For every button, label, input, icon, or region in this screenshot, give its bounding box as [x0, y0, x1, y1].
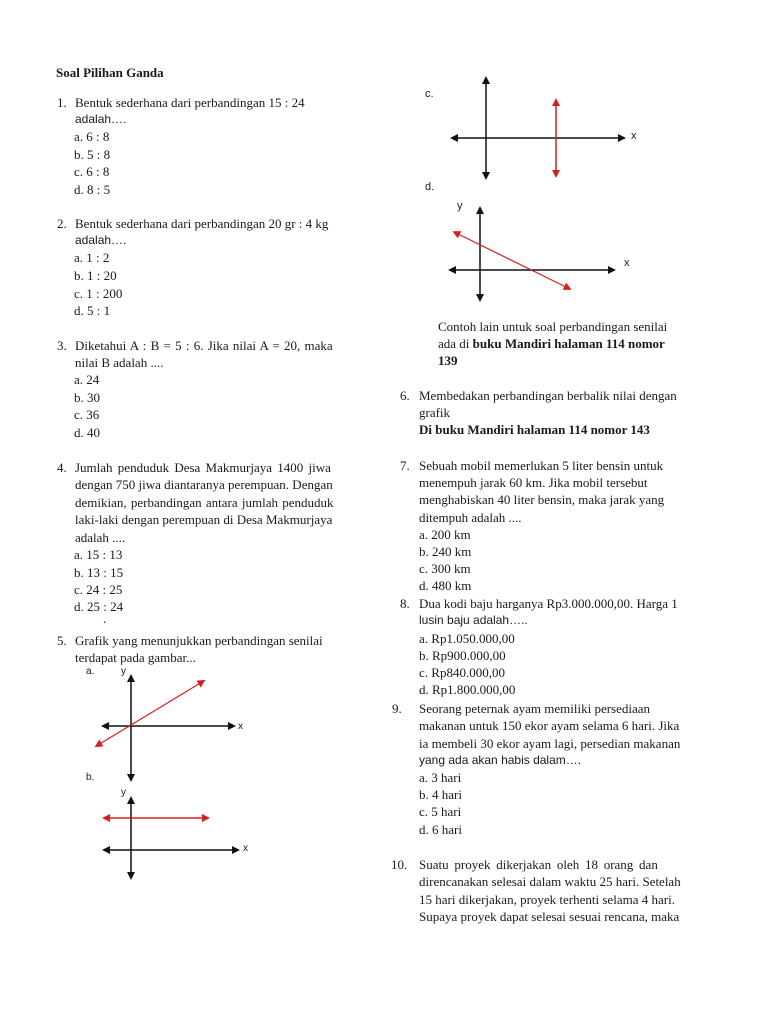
option-d[interactable]: d. 40 — [74, 425, 100, 440]
page-title: Soal Pilihan Ganda — [56, 65, 164, 80]
note-text-bold: 139 — [438, 353, 458, 368]
option-d[interactable]: d. 6 hari — [419, 822, 462, 837]
graph-d-x-label: x — [624, 257, 630, 269]
question-text: dengan 750 jiwa diantaranya perempuan. Dengan — [75, 477, 333, 492]
option-b[interactable]: b. Rp900.000,00 — [419, 648, 506, 663]
question-text: Dua kodi baju harganya Rp3.000.000,00. Harga 1 — [419, 596, 678, 611]
option-a[interactable]: a. 24 — [74, 372, 100, 387]
question-text: adalah…. — [75, 112, 127, 126]
question-text: adalah .... — [75, 530, 126, 545]
graph-a-y-label: y — [121, 666, 126, 677]
question-text: 15 hari dikerjakan, proyek terhenti selama 4 hari. — [419, 892, 675, 907]
stray-dot: . — [103, 611, 107, 626]
question-number: 3. — [57, 338, 67, 353]
question-text: ditempuh adalah .... — [419, 510, 522, 525]
question-number: 10. — [391, 857, 408, 872]
option-c[interactable]: c. 24 : 25 — [74, 582, 123, 597]
option-d[interactable]: d. Rp1.800.000,00 — [419, 682, 516, 697]
option-c[interactable]: c. 36 — [74, 407, 100, 422]
option-c[interactable]: c. Rp840.000,00 — [419, 665, 505, 680]
question-text: demikian, perbandingan antara jumlah penduduk — [75, 495, 334, 510]
option-d[interactable]: d. 480 km — [419, 578, 472, 593]
graph-b-y-label: y — [121, 787, 126, 798]
question-text: laki-laki dengan perempuan di Desa Makmurjaya — [75, 512, 333, 527]
option-c[interactable]: c. 5 hari — [419, 804, 462, 819]
option-a[interactable]: a. 1 : 2 — [74, 250, 110, 265]
question-text: Membedakan perbandingan berbalik nilai dengan — [419, 388, 677, 403]
question-note: Di buku Mandiri halaman 114 nomor 143 — [419, 422, 650, 437]
option-a[interactable]: a. 15 : 13 — [74, 547, 123, 562]
question-number: 4. — [57, 460, 67, 475]
option-b[interactable]: b. 5 : 8 — [74, 147, 111, 162]
question-text: Seorang peternak ayam memiliki persediaan — [419, 701, 651, 716]
question-text: lusin baju adalah….. — [419, 613, 528, 627]
note-text: Contoh lain untuk soal perbandingan senilai — [438, 319, 668, 334]
note-text — [438, 335, 665, 353]
option-a[interactable]: a. 3 hari — [419, 770, 462, 785]
question-text: Jumlah penduduk Desa Makmurjaya 1400 jiwa — [75, 460, 331, 475]
question-text: grafik — [419, 405, 451, 420]
question-number: 5. — [57, 633, 67, 648]
option-b[interactable]: b. 30 — [74, 390, 100, 405]
graph-d-red-line — [456, 233, 568, 288]
question-text: ia membeli 30 ekor ayam lagi, persedian makanan — [419, 736, 681, 751]
question-text: Grafik yang menunjukkan perbandingan senilai — [75, 633, 323, 648]
question-text: terdapat pada gambar... — [75, 650, 196, 665]
option-c[interactable]: c. 1 : 200 — [74, 286, 123, 301]
note-bold: buku Mandiri halaman 114 nomor — [472, 336, 665, 351]
question-text: Bentuk sederhana dari perbandingan 15 : 24 — [75, 95, 305, 110]
question-text: makanan untuk 150 ekor ayam selama 6 hari. Jika — [419, 718, 680, 733]
option-d[interactable]: d. 5 : 1 — [74, 303, 111, 318]
question-number: 6. — [400, 388, 410, 403]
graph-c-x-label: x — [631, 130, 637, 142]
question-text: direncanakan selesai dalam waktu 25 hari. Setelah — [419, 874, 681, 889]
question-number: 8. — [400, 596, 410, 611]
option-c[interactable]: c. 6 : 8 — [74, 164, 110, 179]
graph-d-label[interactable]: d. — [425, 181, 435, 193]
option-a[interactable]: a. 6 : 8 — [74, 129, 110, 144]
option-d[interactable]: d. 25 : 24 — [74, 599, 124, 614]
question-text: Sebuah mobil memerlukan 5 liter bensin untuk — [419, 458, 664, 473]
option-a[interactable]: a. 200 km — [419, 527, 471, 542]
option-b[interactable]: b. 1 : 20 — [74, 268, 117, 283]
question-number: 1. — [57, 95, 67, 110]
option-b[interactable]: b. 4 hari — [419, 787, 462, 802]
option-d[interactable]: d. 8 : 5 — [74, 182, 111, 197]
graph-d-y-label: y — [457, 200, 463, 212]
question-text: yang ada akan habis dalam…. — [419, 753, 582, 767]
question-text: menempuh jarak 60 km. Jika mobil tersebut — [419, 475, 648, 490]
question-number: 7. — [400, 458, 410, 473]
graph-b-x-label: x — [243, 843, 248, 854]
option-c[interactable]: c. 300 km — [419, 561, 471, 576]
graph-a-label[interactable]: a. — [86, 666, 95, 677]
question-text: adalah…. — [75, 233, 127, 247]
graph-c-label[interactable]: c. — [425, 88, 434, 100]
graph-b-label[interactable]: b. — [86, 772, 95, 783]
option-b[interactable]: b. 240 km — [419, 544, 472, 559]
question-text: Supaya proyek dapat selesai sesuai rencana, maka — [419, 909, 680, 924]
question-text: menghabiskan 40 liter bensin, maka jarak yang — [419, 492, 665, 507]
option-a[interactable]: a. Rp1.050.000,00 — [419, 631, 515, 646]
graph-a-x-label: x — [238, 721, 243, 732]
option-b[interactable]: b. 13 : 15 — [74, 565, 124, 580]
note-prefix: ada di — [438, 336, 473, 351]
question-text: Diketahui A : B = 5 : 6. Jika nilai A = 20, maka — [75, 338, 333, 353]
question-text: nilai B adalah .... — [75, 355, 164, 370]
question-number: 2. — [57, 216, 67, 231]
question-number: 9. — [392, 701, 402, 716]
question-text: Suatu proyek dikerjakan oleh 18 orang dan — [419, 857, 658, 872]
question-text: Bentuk sederhana dari perbandingan 20 gr : 4 kg — [75, 216, 329, 231]
